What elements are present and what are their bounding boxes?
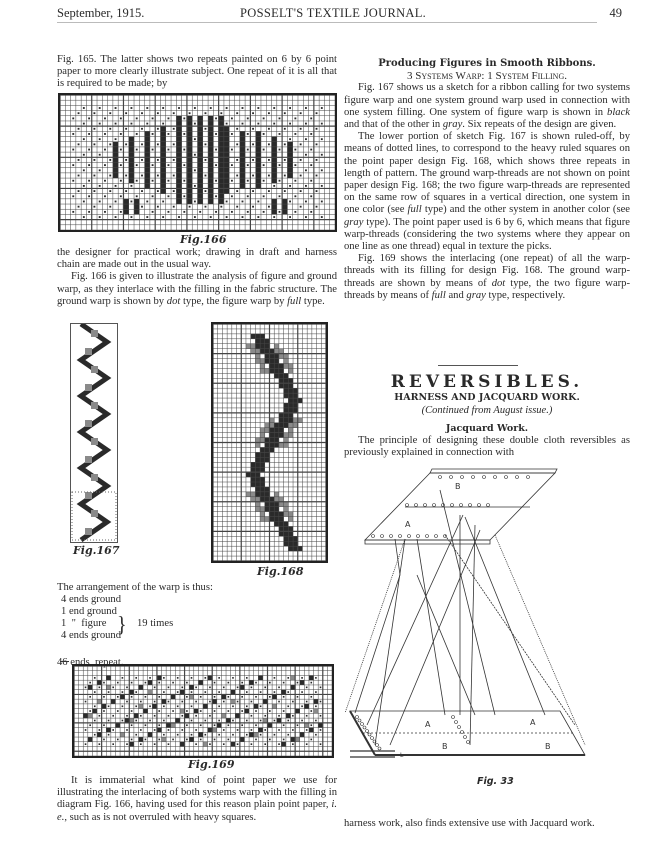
label-bottom-b2: B bbox=[545, 742, 551, 751]
paragraph-text: Fig. 167 shows us a sketch for a ribbon calling for two systems figure warp and one system ground warp used in connection with one system filling. One system of figure warp is shown in black and that of the other in gray. Six repeats of the design are given. bbox=[344, 82, 630, 131]
fig168-point-paper bbox=[211, 322, 328, 563]
header-rule bbox=[57, 22, 597, 23]
fig33-caption: Fig. 33 bbox=[477, 776, 514, 787]
section-divider bbox=[438, 365, 518, 366]
paragraph-text: It is immaterial what kind of point paper we use for illustrating the interlacing of both systems warp with the filling in diagram Fig. 166, having used for this reason plain point paper, i. e., such as is not overruled with heavy squares. bbox=[57, 775, 337, 823]
issue-date: September, 1915. bbox=[57, 6, 145, 20]
paragraph-text: The principle of designing these double cloth reversibles as previously explained in connection with bbox=[344, 435, 630, 459]
left-paragraph-1 bbox=[57, 54, 337, 91]
running-header bbox=[57, 6, 630, 26]
warp-line: 1 " figure bbox=[61, 618, 107, 629]
section-subheading: 3 Systems Warp: 1 System Filling. bbox=[407, 70, 567, 83]
fig169-caption: Fig.169 bbox=[188, 758, 235, 771]
fig167-caption: Fig.167 bbox=[73, 544, 120, 557]
sum-rule bbox=[60, 661, 69, 662]
left-paragraph-2 bbox=[57, 247, 337, 308]
reversibles-section bbox=[344, 372, 630, 459]
page-number: 49 bbox=[609, 6, 622, 20]
fig166-point-paper bbox=[58, 93, 337, 232]
brace: } bbox=[117, 612, 127, 638]
warp-times: 19 times bbox=[137, 618, 174, 629]
section-heading: Producing Figures in Smooth Ribbons. bbox=[378, 58, 596, 69]
warp-line: 1 end ground bbox=[61, 606, 117, 617]
fig169-point-paper bbox=[72, 664, 334, 758]
reversibles-title: REVERSIBLES. bbox=[390, 372, 584, 392]
fig168-caption: Fig.168 bbox=[257, 565, 304, 578]
paragraph-text: harness work, also finds extensive use with Jacquard work. bbox=[344, 818, 595, 829]
paragraph-text: Fig. 169 shows the interlacing (one repeat) of all the warp-threads with its filling for design Fig. 168. The ground warp-threads are shown by means of dot type, the two figure warp-threads by means of full and gray type, respectively. bbox=[344, 253, 630, 301]
label-bottom-a2: A bbox=[530, 718, 536, 727]
paragraph-text: Fig. 165. The latter shows two repeats painted on 6 by 6 point paper to more clearly illustrate subject. One repeat of it is all that is required to be made; by bbox=[57, 54, 337, 90]
left-paragraph-4 bbox=[57, 775, 337, 824]
reversibles-subtitle: HARNESS AND JACQUARD WORK. bbox=[394, 392, 580, 403]
fig166-caption: Fig.166 bbox=[180, 233, 227, 246]
fig167-ribbon-sketch bbox=[70, 323, 118, 543]
paragraph-text: The lower portion of sketch Fig. 167 is shown ruled-off, by means of dotted lines, to correspond to the heavy ruled squares on the point paper design Fig. 168, which shows three repeats in length of pattern. The ground warp-threads are not shown on point paper design Fig. 168; the two figure warp-threads are represented on the same row of squares in a vertical direction, one system in one color (see full type) and the other system in another color (see gray type). The point paper used is 6 by 6, which means that figure warp-threads (considering the two systems where they appear on one line as one thread) equal in texture the picks. bbox=[344, 131, 630, 253]
right-column-article bbox=[344, 58, 630, 302]
warp-intro: The arrangement of the warp is thus: bbox=[57, 582, 213, 593]
journal-title: POSSELT'S TEXTILE JOURNAL. bbox=[240, 6, 427, 20]
warp-line: 4 ends ground bbox=[61, 630, 122, 641]
label-harness-l: L bbox=[400, 752, 404, 759]
continued-note: (Continued from August issue.) bbox=[421, 405, 553, 416]
paragraph-text: Fig. 166 is given to illustrate the analysis of figure and ground warp, as they interlace with the filling in the fabric structure. The ground warp is shown by dot type, the figure warp by full type. bbox=[57, 271, 337, 307]
label-top-a: A bbox=[405, 520, 411, 529]
warp-total: 46 ends, repeat. bbox=[57, 657, 124, 668]
fig33-jacquard-diagram bbox=[345, 455, 630, 765]
warp-line: 4 ends ground bbox=[61, 594, 122, 605]
label-bottom-a1: A bbox=[425, 720, 431, 729]
label-top-b: B bbox=[455, 482, 461, 491]
jacquard-heading: Jacquard Work. bbox=[445, 423, 529, 434]
paragraph-text: the designer for practical work; drawing in draft and harness chain are made out in the usual way. bbox=[57, 247, 337, 271]
right-paragraph-last bbox=[344, 818, 630, 830]
label-bottom-b1: B bbox=[442, 742, 448, 751]
